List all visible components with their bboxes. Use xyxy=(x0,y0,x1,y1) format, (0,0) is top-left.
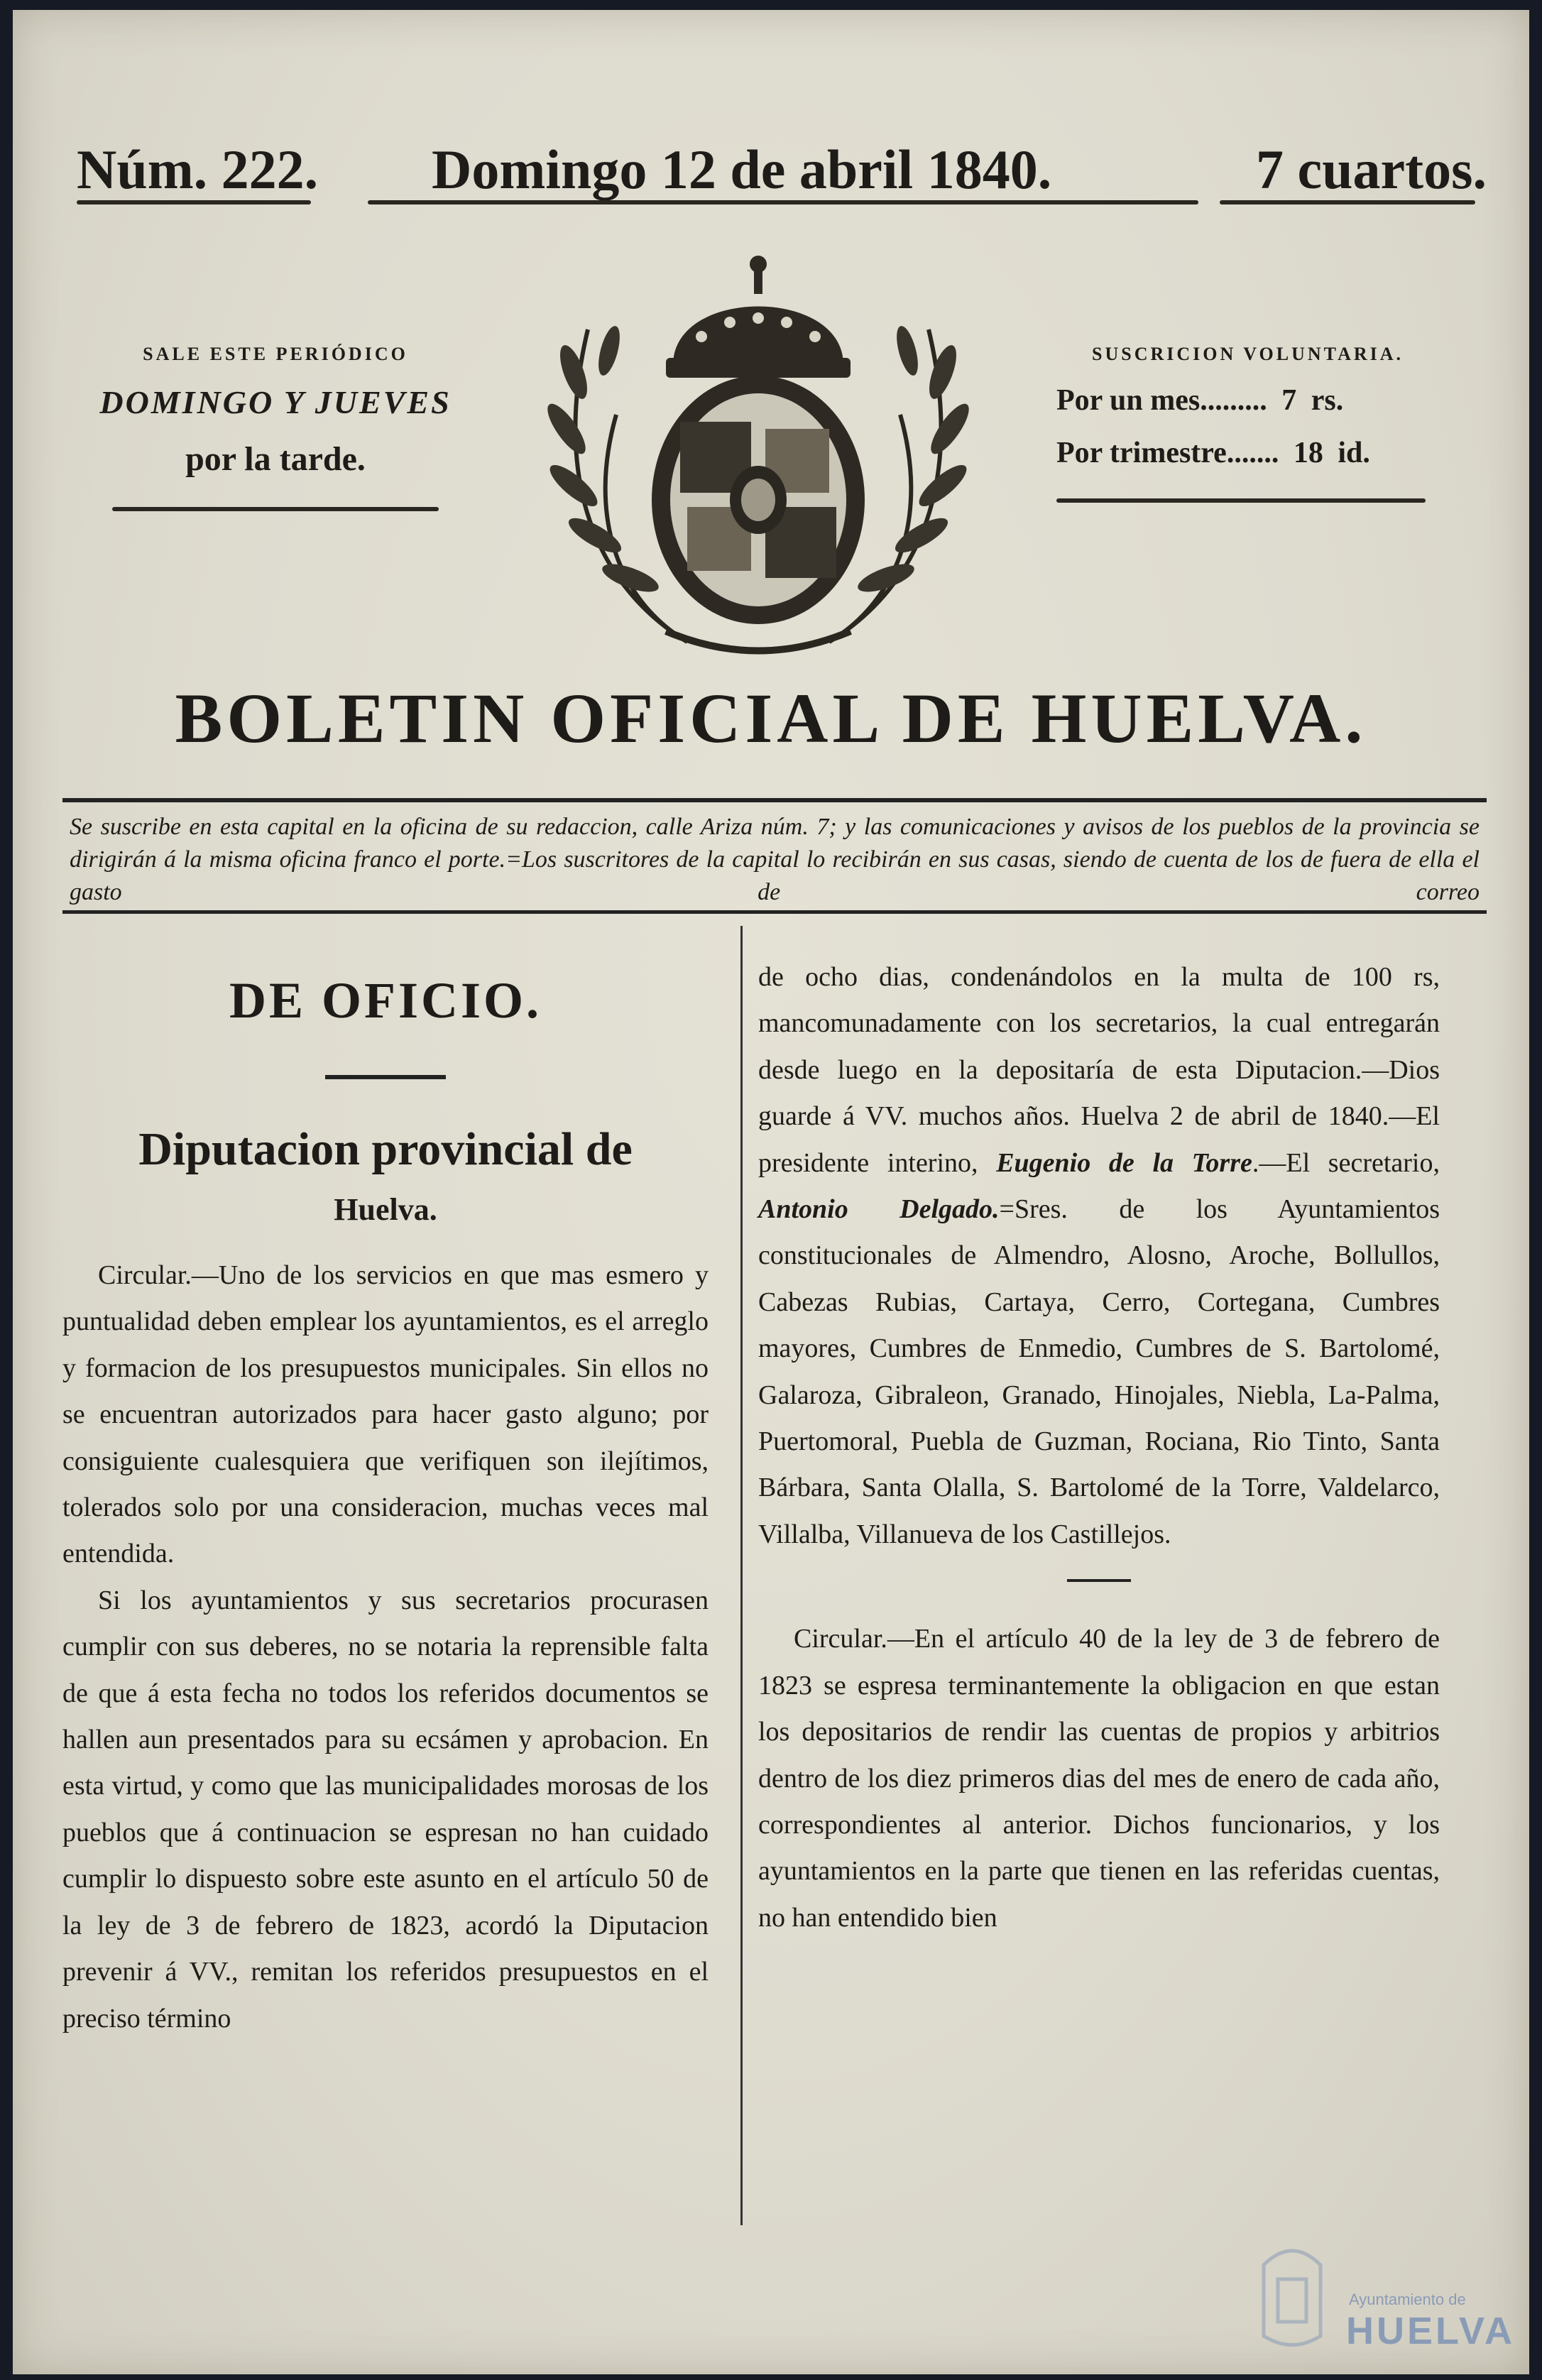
title-rule-bottom xyxy=(62,910,1487,914)
article-paragraph xyxy=(758,954,1440,1558)
price-row-label: Por un mes......... xyxy=(1056,384,1267,417)
price-row-unit: id. xyxy=(1338,437,1370,469)
section-rule xyxy=(325,1075,446,1079)
masthead-rule-left xyxy=(77,200,311,204)
newspaper-page xyxy=(13,10,1529,2374)
schedule-rule xyxy=(112,507,439,511)
schedule-label: SALE ESTE PERIÓDICO xyxy=(143,344,408,364)
subsection-heading: Diputacion provincial de xyxy=(138,1123,633,1175)
masthead-rule-center xyxy=(368,200,1198,204)
article-paragraph: Si los ayuntamientos y sus secretarios procurasen cumplir con sus deberes, no se notaria la reprensible falta de que á esta fecha no todos los referidos documentos se hallen aun presentados para su ecsámen y aprobacion. En esta virtud, y como que las municipalidades morosas de los pueblos que á continuacion se espresan no han cuidado cumplir lo dispuesto sobre este asunto en el artículo 50 de la ley de 3 de febrero de 1823, acordó la Diputacion prevenir á VV., remitan los referidos presupuestos en el preciso término xyxy=(62,1585,709,2034)
price-row-value: 18 xyxy=(1293,437,1323,469)
watermark-line2: HUELVA xyxy=(1346,2310,1515,2352)
schedule-time: por la tarde. xyxy=(185,440,366,478)
article-paragraph: Circular.—En el artículo 40 de la ley de 3 de febrero de 1823 se espresa terminantemente la obligacion en que estan los depositarios de rendir las cuentas de propios y arbitrios dentro de los diez primeros dias del mes de enero de cada año, correspondientes al anterior. Dichos funcionarios, y los ayuntamientos en la parte que tienen en las referidas cuentas, no han entendido bien xyxy=(758,1624,1440,1933)
subscription-label: SUSCRICION VOLUNTARIA. xyxy=(1092,344,1404,364)
subscription-rule xyxy=(1056,498,1426,503)
secretary-name: Antonio Delgado. xyxy=(758,1194,1000,1225)
schedule-days: DOMINGO Y JUEVES xyxy=(99,384,452,420)
issue-price: 7 cuartos. xyxy=(1256,138,1487,200)
subscription-prices xyxy=(1049,344,1489,503)
watermark-line1: Ayuntamiento de xyxy=(1349,2291,1466,2308)
paragraph-text: de ocho dias, condenándolos en la multa de 100 rs, mancomunadamente con los secretarios, la cual entregarán desde luego en la depositaría de esta Diputacion.—Dios guarde á VV. muchos años. Huelva 2 de abril de 1840.—El presidente interino, xyxy=(758,962,1440,1178)
column-divider xyxy=(740,926,743,2225)
price-row-month xyxy=(1049,383,1489,417)
paragraph-text: =Sres. de los Ayuntamientos constitucionales de Almendro, Alosno, Aroche, Bollullos, Cabezas Rubias, Cartaya, Cerro, Cortegana, Cumbres mayores, Cumbres de Enmedio, Cumbres de S. Bartolomé, Galaroza, Gibraleon, Granado, Hinojales, Niebla, La-Palma, Puertomoral, Puebla de Guzman, Rociana, Rio Tinto, Santa Bárbara, Santa Olalla, S. Bartolomé de la Torre, Valdelarco, Villalba, Villanueva de los Castillejos. xyxy=(758,1194,1440,1549)
right-column xyxy=(758,954,1440,1941)
newspaper-title: BOLETIN OFICIAL DE HUELVA. xyxy=(175,679,1367,758)
section-heading: DE OFICIO. xyxy=(229,972,542,1029)
title-rule-top xyxy=(62,798,1487,802)
price-row-unit: rs. xyxy=(1311,384,1344,417)
subscription-note: Se suscribe en esta capital en la oficina de su redaccion, calle Ariza núm. 7; y las comunicaciones y avisos de los pueblos de la provincia se dirigirán á la misma oficina franco el porte.=Los suscritores de la capital lo recibirán en sus casas, siendo de cuenta de los de fuera de ella el gasto de correo xyxy=(70,814,1480,905)
price-row-value: 7 xyxy=(1281,384,1297,417)
coat-of-arms-icon xyxy=(510,244,1007,670)
article-paragraph: Circular.—Uno de los servicios en que mas esmero y puntualidad deben emplear los ayuntamientos, es el arreglo y formacion de los presupuestos municipales. Sin ellos no se encuentran autorizados para hacer gasto alguno; por consiguiente cualesquiera que verifiquen son ilejítimos, tolerados solo por una consideracion, muchas veces mal entendida. xyxy=(62,1260,709,1569)
left-column xyxy=(62,937,709,2042)
price-row-quarter xyxy=(1049,436,1489,470)
separator-dash xyxy=(1067,1579,1131,1582)
subsection-place: Huelva. xyxy=(334,1192,437,1227)
publication-schedule xyxy=(77,344,474,511)
issue-date: Domingo 12 de abril 1840. xyxy=(432,138,1052,200)
masthead-rule-right xyxy=(1220,200,1475,204)
president-name: Eugenio de la Torre xyxy=(996,1147,1252,1178)
price-row-label: Por trimestre....... xyxy=(1056,437,1279,469)
masthead xyxy=(62,116,1487,202)
paragraph-text: .—El secretario, xyxy=(1252,1147,1440,1178)
issue-number: Núm. 222. xyxy=(77,138,319,200)
